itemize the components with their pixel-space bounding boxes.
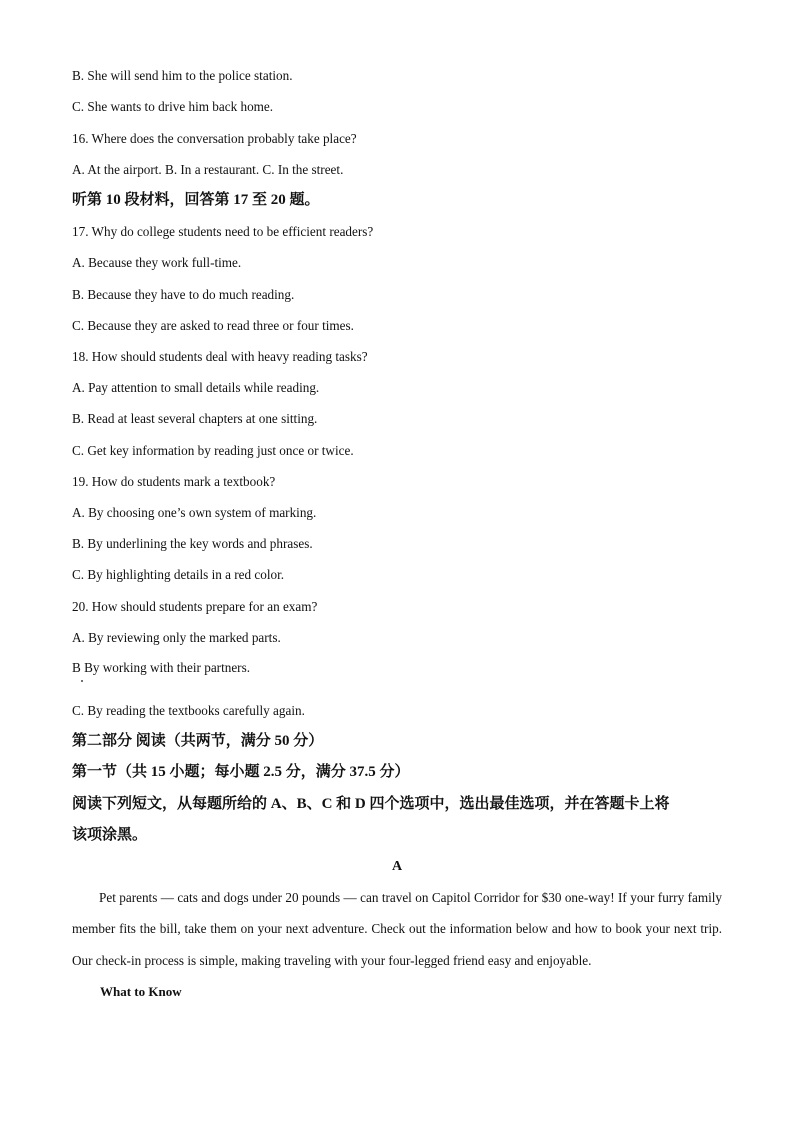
option-17-a: A. Because they work full-time.: [72, 255, 242, 270]
question-20: 20. How should students prepare for an exam?: [72, 599, 318, 614]
option-20-b: B By working with their partners.: [72, 660, 251, 675]
part-two-title: 第二部分 阅读（共两节，满分 50 分）: [72, 733, 324, 749]
option-18-b: B. Read at least several chapters at one sitting.: [72, 411, 318, 426]
stray-dot: [81, 680, 83, 682]
question-19: 19. How do students mark a textbook?: [72, 474, 276, 489]
option-17-c: C. Because they are asked to read three or four times.: [72, 318, 354, 333]
option-19-c: C. By highlighting details in a red color.: [72, 567, 285, 582]
option-15-c: C. She wants to drive him back home.: [72, 99, 274, 114]
question-16: 16. Where does the conversation probably take place?: [72, 131, 357, 146]
section-one-title: 第一节（共 15 小题；每小题 2.5 分，满分 37.5 分）: [72, 764, 410, 780]
passage-paragraph: Pet parents — cats and dogs under 20 pounds — can travel on Capitol Corridor for $30 one-way! If your furry family member fits the bill, take them on your next adventure. Check out the information below and how to book your next trip. Our check-in process is simple, making traveling with your four-legged friend easy and enjoyable.: [72, 890, 722, 968]
options-16: A. At the airport. B. In a restaurant. C. In the street.: [72, 162, 344, 177]
material-10-instruction: 听第 10 段材料，回答第 17 至 20 题。: [72, 192, 320, 208]
option-15-b: B. She will send him to the police station.: [72, 68, 293, 83]
question-18: 18. How should students deal with heavy reading tasks?: [72, 349, 368, 364]
option-19-b: B. By underlining the key words and phrases.: [72, 536, 313, 551]
question-17: 17. Why do college students need to be efficient readers?: [72, 224, 374, 239]
passage-subheading: What to Know: [100, 984, 182, 999]
option-18-c: C. Get key information by reading just once or twice.: [72, 443, 354, 458]
option-19-a: A. By choosing one’s own system of marking.: [72, 505, 317, 520]
reading-instruction-cont: 该项涂黑。: [72, 827, 148, 843]
option-20-a: A. By reviewing only the marked parts.: [72, 630, 281, 645]
option-20-c: C. By reading the textbooks carefully again.: [72, 703, 305, 718]
reading-instruction: 阅读下列短文，从每题所给的 A、B、C 和 D 四个选项中，选出最佳选项，并在答题卡上将: [72, 796, 670, 812]
passage-label: A: [391, 859, 403, 874]
option-18-a: A. Pay attention to small details while reading.: [72, 380, 320, 395]
option-17-b: B. Because they have to do much reading.: [72, 287, 295, 302]
